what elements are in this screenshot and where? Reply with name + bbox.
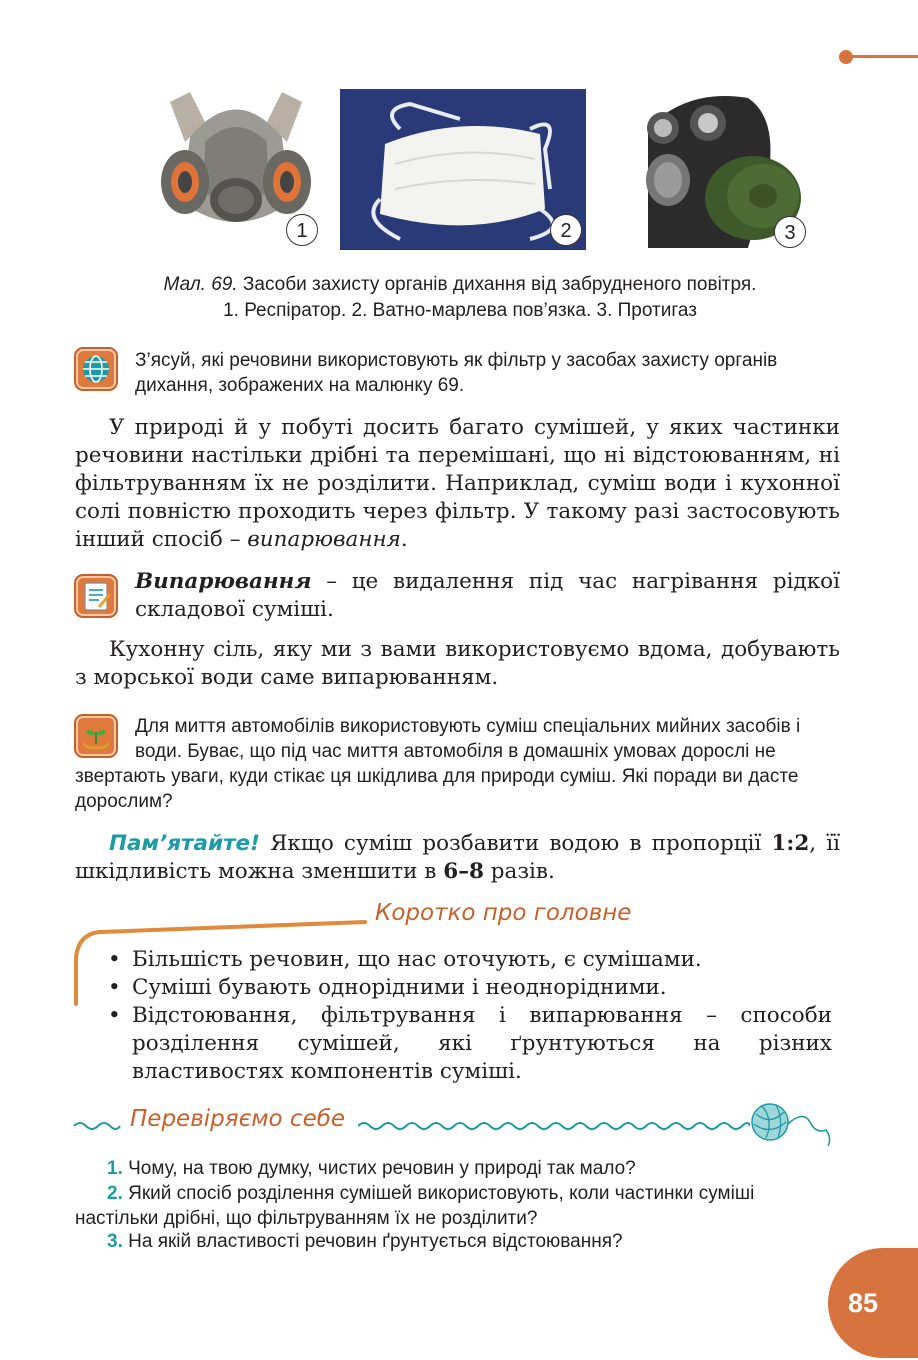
caption-line-2: 1. Респіратор. 2. Ватно-марлева пов’язка. 3. Протигаз <box>223 300 697 321</box>
summary-list <box>108 946 832 1086</box>
figure-caption <box>60 272 860 324</box>
task-2-body: Для миття автомобілів використовують суміш спеціальних мийних засобів і води. Буває, що під час миття автомобіля в домашніх умовах дорослі не звертають уваги, куди стікає ця шкідлива для природи суміш. Які поради ви дасте дорослим? <box>75 716 801 812</box>
notepad-icon <box>74 574 118 618</box>
definition-text: – це видалення під час нагрівання рідкої складової суміші. <box>135 569 840 622</box>
summary-item: • Суміші бувають однорідними і неоднорідними. <box>108 974 832 1002</box>
question-1-text: Чому, на твою думку, чистих речовин у природі так мало? <box>122 1158 636 1179</box>
task-2-float-spacer <box>75 714 135 764</box>
remember-text-after: разів. <box>483 859 555 884</box>
definition-term: Випарювання <box>135 569 312 594</box>
question-1-number: 1. <box>107 1158 123 1179</box>
remember-label: Пам’ятайте! <box>109 831 260 856</box>
task-2-text <box>75 714 840 814</box>
summary-title: Коротко про головне <box>375 900 632 926</box>
question-2 <box>75 1181 840 1231</box>
top-decor-line <box>848 55 918 58</box>
remember-text-before: Якщо суміш розбавити водою в пропорції <box>259 831 772 856</box>
question-2-number: 2. <box>107 1183 123 1204</box>
paragraph-1-end: . <box>400 527 408 552</box>
question-1 <box>75 1156 840 1181</box>
summary-item: • Відстоювання, фільтрування і випарювання – способи розділення сумішей, які ґрунтуються на різних властивостях компонентів суміші. <box>108 1002 832 1086</box>
caption-line-1 <box>60 272 860 298</box>
remember-ratio: 1:2 <box>771 831 810 856</box>
check-title: Перевіряємо себе <box>130 1106 346 1132</box>
paragraph-1 <box>75 414 840 554</box>
remember-text-mid: , її шкідливість можна зменшити в <box>75 831 840 884</box>
question-3 <box>75 1229 840 1254</box>
figure-badge-2: 2 <box>550 214 582 246</box>
figure-badge-1: 1 <box>286 214 318 246</box>
yarn-ball-icon <box>748 1100 834 1148</box>
definition <box>135 568 840 624</box>
caption-label: Мал. 69. <box>163 274 238 295</box>
caption-text-1: Засоби захисту органів дихання від забрудненого повітря. <box>237 274 757 295</box>
figure-badge-3: 3 <box>774 216 806 248</box>
question-2-text: Який спосіб розділення сумішей використовують, коли частинки суміші настільки дрібні, що фільтруванням їх не розділити? <box>75 1183 755 1229</box>
remember-block <box>75 830 840 886</box>
top-decor-dot <box>839 50 853 64</box>
check-wave-left <box>72 1118 122 1134</box>
globe-icon <box>74 347 118 391</box>
paragraph-1-text: У природі й у побуті досить багато сумішей, у яких частинки речовини настільки дрібні та перемішані, що ні відстоюванням, ні фільтруванням їх не розділити. Наприклад, суміш води і кухонної солі повністю проходить через фільтр. У такому разі застосовують інший спосіб – <box>75 415 840 552</box>
check-wave-right <box>358 1118 750 1134</box>
page-number: 85 <box>848 1288 879 1318</box>
question-3-number: 3. <box>107 1231 123 1252</box>
task-1-text: З’ясуй, які речовини використовують як фільтр у засобах захисту органів дихання, зображених на малюнку 69. <box>135 350 778 396</box>
summary-item: • Більшість речовин, що нас оточують, є сумішами. <box>108 946 832 974</box>
paragraph-2: Кухонну сіль, яку ми з вами використовуємо вдома, добувають з морської води саме випарюванням. <box>75 637 840 690</box>
paragraph-1-emphasis: випарювання <box>247 527 401 552</box>
gauze-bandage-photo <box>340 89 586 250</box>
question-3-text: На якій властивості речовин ґрунтується відстоювання? <box>122 1231 623 1252</box>
remember-range: 6–8 <box>443 859 484 884</box>
